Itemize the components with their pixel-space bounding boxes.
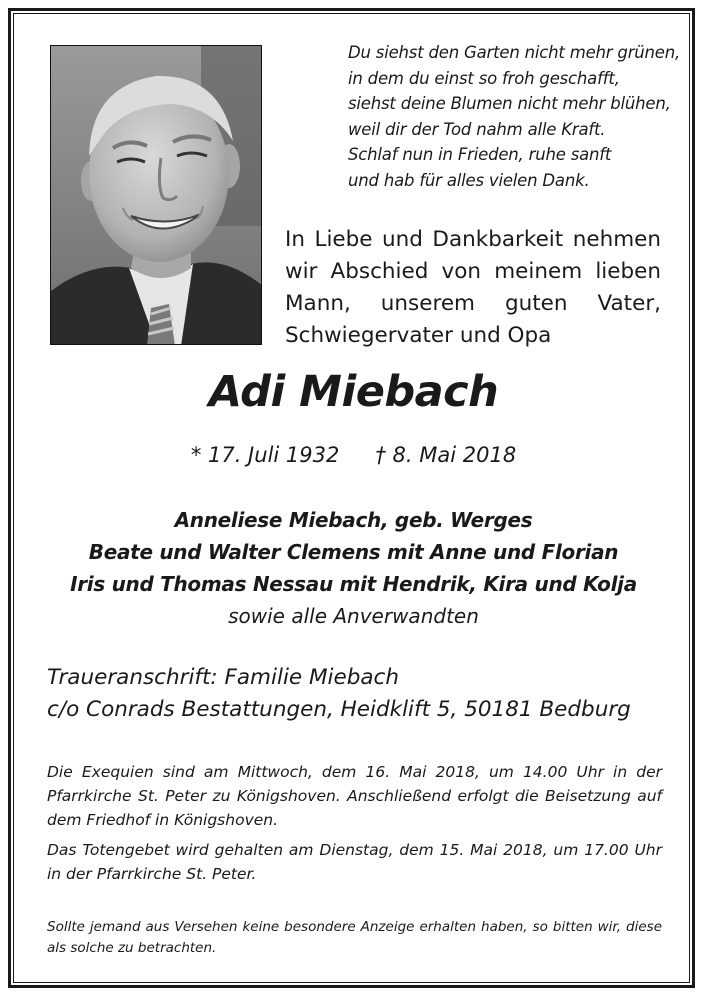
exequies-note: Die Exequien sind am Mittwoch, dem 16. Mai 2018, um 14.00 Uhr in der Pfarrkirche St. Peter zu Königshoven. Anschließend erfolgt die Beisetzung auf dem Friedhof in Königshoven.	[47, 763, 662, 829]
poem-line: und hab für alles vielen Dank.	[348, 170, 590, 190]
poem-line: Du siehst den Garten nicht mehr grünen,	[348, 43, 681, 62]
portrait-photo	[50, 45, 262, 345]
death-date: † 8. Mai 2018	[375, 443, 517, 467]
portrait-illustration	[51, 46, 262, 345]
poem-line: Schlaf nun in Frieden, ruhe sanft	[348, 145, 612, 164]
address-line-1: Traueranschrift: Familie Miebach	[47, 665, 399, 690]
mourner-line: Beate und Walter Clemens mit Anne und Florian	[88, 540, 619, 564]
mourners-list	[0, 504, 707, 632]
poem-line: in dem du einst so froh geschafft,	[348, 68, 620, 88]
poem-line: weil dir der Tod nahm alle Kraft.	[348, 119, 606, 139]
mourner-line: Iris und Thomas Nessau mit Hendrik, Kira und Kolja	[70, 572, 637, 596]
address-line-2: c/o Conrads Bestattungen, Heidklift 5, 50181 Bedburg	[47, 697, 631, 722]
mourner-line: Anneliese Miebach, geb. Werges	[174, 508, 533, 532]
deceased-name: Adi Miebach	[208, 367, 499, 417]
mourning-address	[47, 662, 677, 726]
prayer-note: Das Totengebet wird gehalten am Dienstag, dem 15. Mai 2018, um 17.00 Uhr in der Pfarrkirche St. Peter.	[47, 841, 662, 883]
poem	[348, 40, 681, 193]
life-dates	[0, 440, 707, 470]
relatives-line: sowie alle Anverwandten	[228, 604, 479, 628]
farewell-intro: In Liebe und Dankbarkeit nehmen wir Abschied von meinem lieben Mann, unserem guten Vater, Schwiegervater und Opa	[285, 227, 661, 348]
birth-date: * 17. Juli 1932	[190, 443, 340, 467]
poem-line: siehst deine Blumen nicht mehr blühen,	[348, 94, 671, 113]
service-notes	[47, 760, 662, 892]
footer-note: Sollte jemand aus Versehen keine besondere Anzeige erhalten haben, so bitten wir, diese als solche zu betrachten.	[47, 919, 662, 956]
